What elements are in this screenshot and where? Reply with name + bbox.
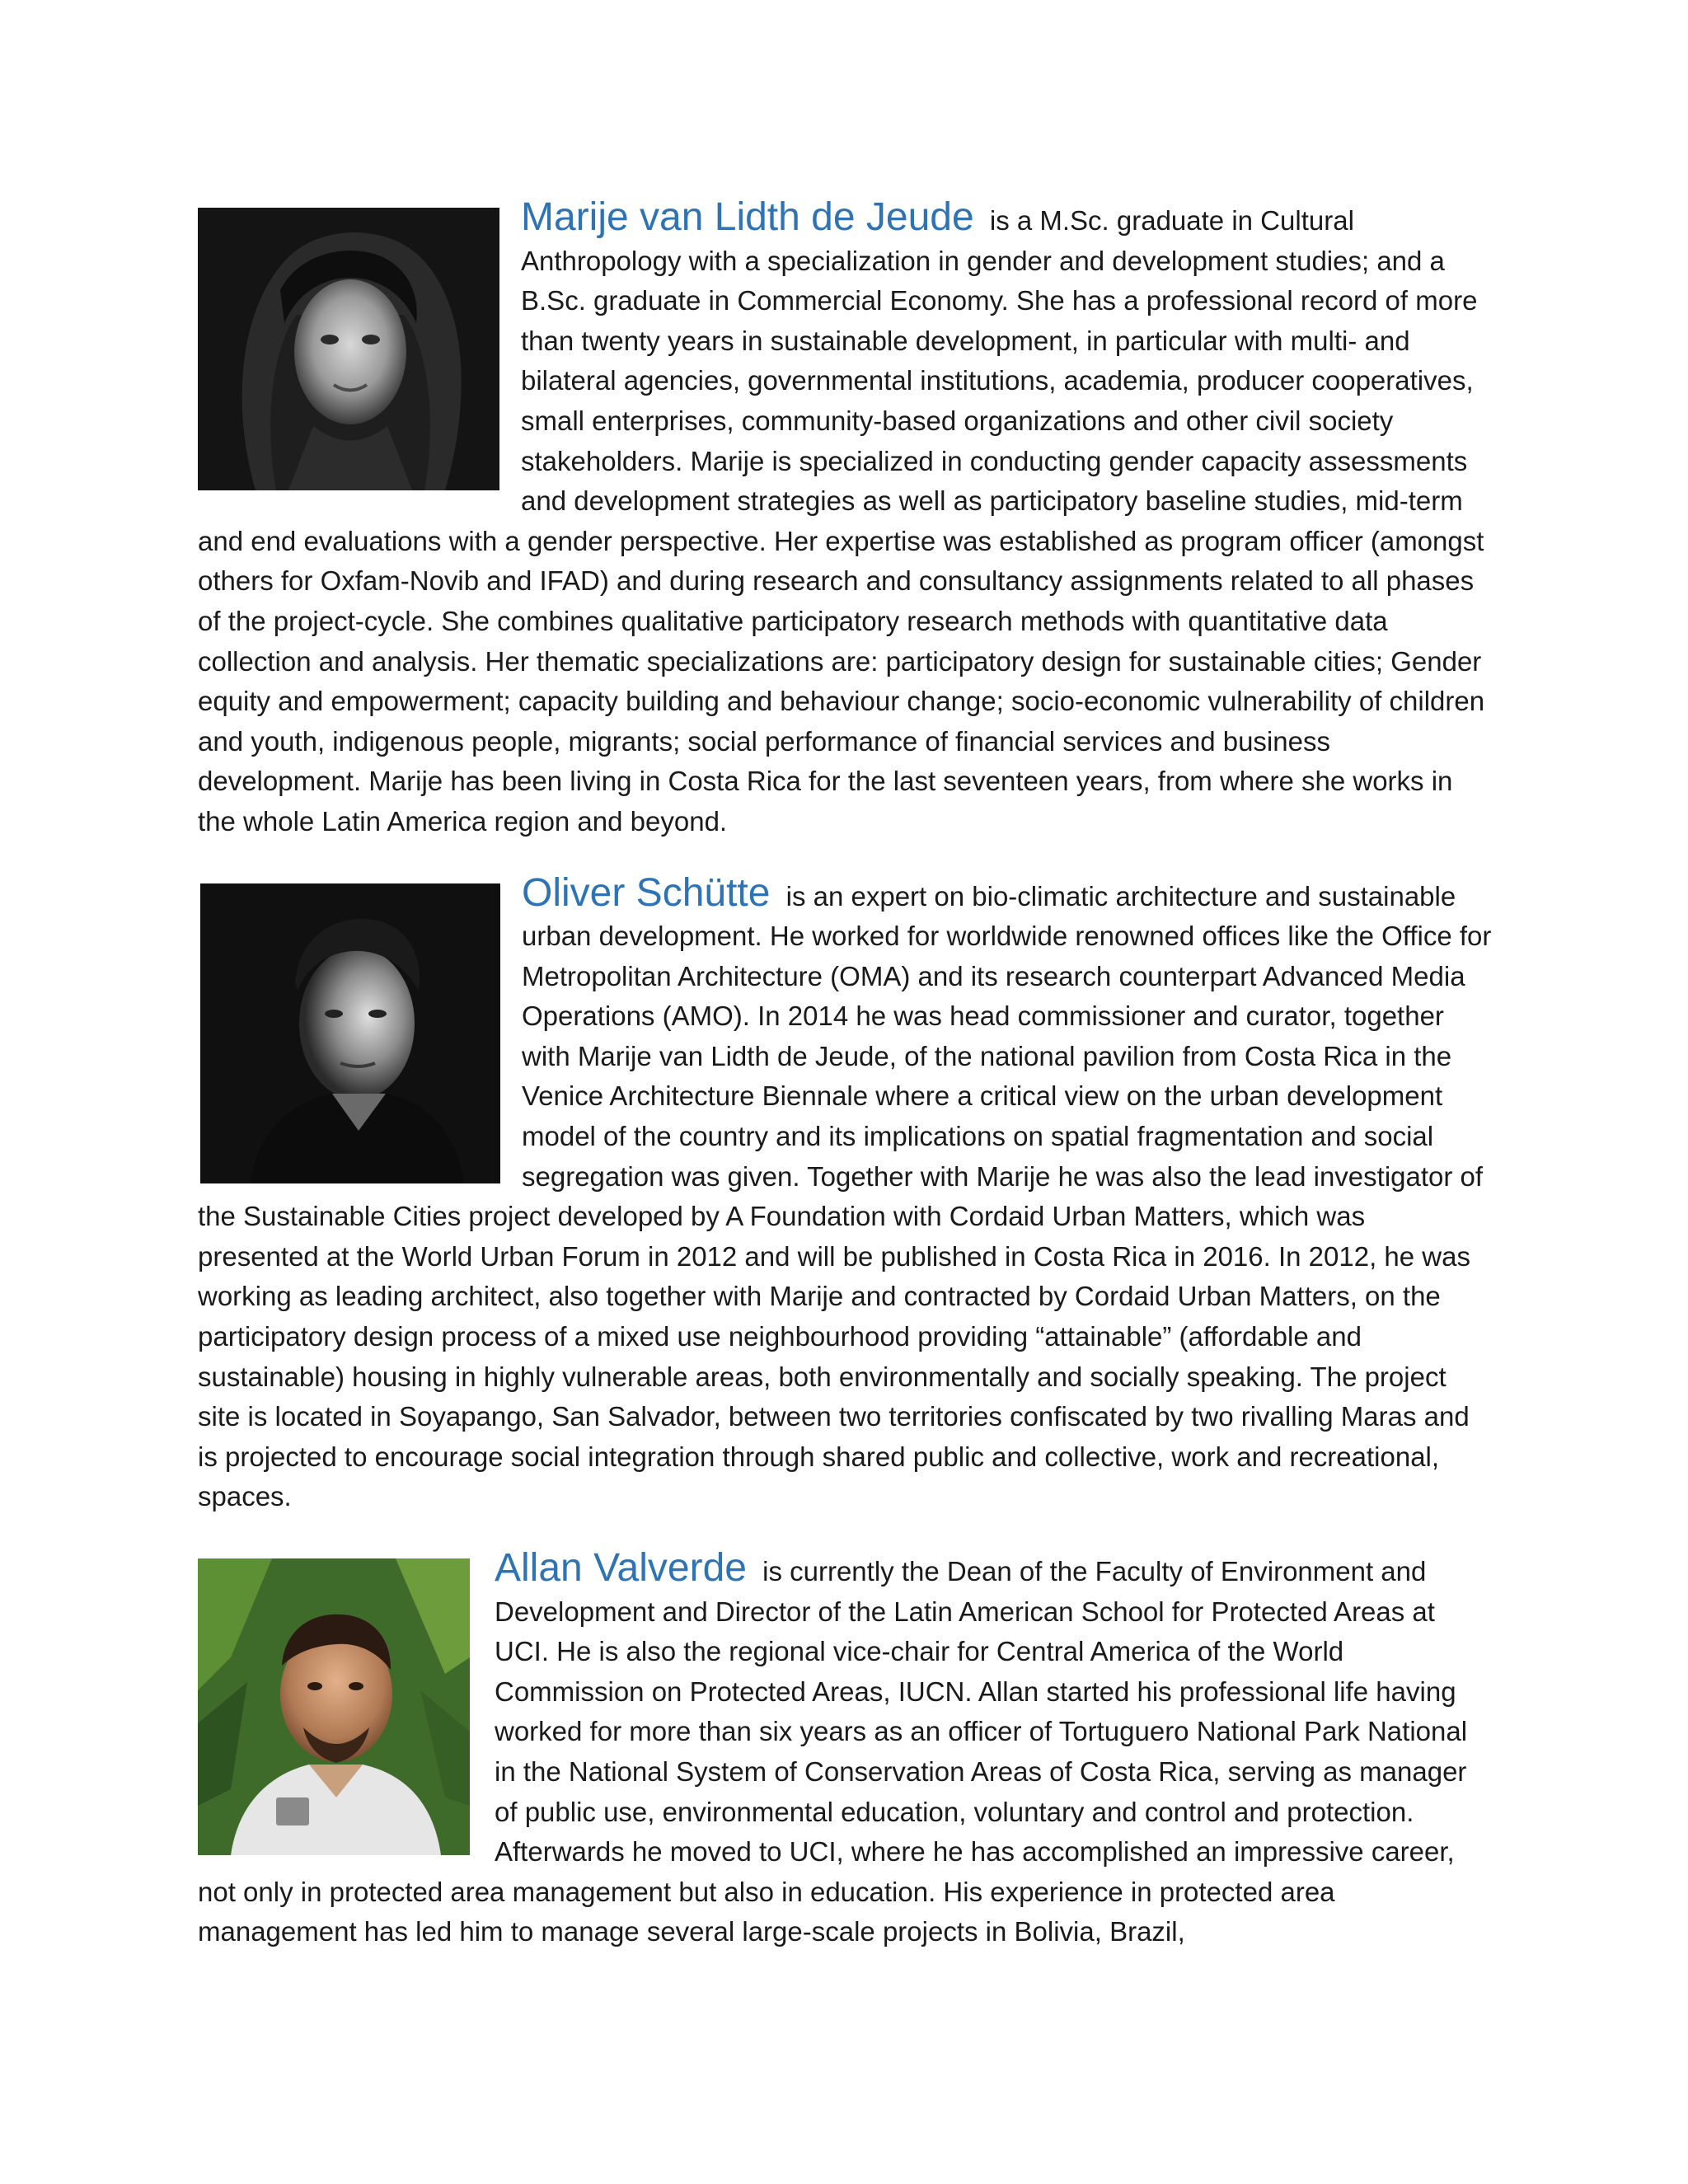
portrait-man-bw-icon	[200, 883, 500, 1183]
bio-name: Oliver Schütte	[522, 870, 771, 915]
bio-marije	[198, 195, 1492, 842]
bio-allan	[198, 1546, 1492, 1952]
bio-text: is a M.Sc. graduate in Cultural Anthropology with a specialization in gender and development studies; and a B.Sc. graduate in Commercial Economy. She has a professional record of more than twenty years in sustainable development, in particular with multi- and bilateral agencies, governmental institutions, academia, producer cooperatives, small enterprises, community-based organizations and other civil society stakeholders. Marije is specialized in conducting gender capacity assessments and development strategies as well as participatory baseline studies, mid-term and end evaluations with a gender perspective. Her expertise was established as program officer (amongst others for Oxfam-Novib and IFAD) and during research and consultancy assignments related to all phases of the project-cycle. She combines qualitative participatory research methods with quantitative data collection and analysis. Her thematic specializations are: participatory design for sustainable cities; Gender equity and empowerment; capacity building and behaviour change; socio-economic vulnerability of children and youth, indigenous people, migrants; social performance of financial services and business development. Marije has been living in Costa Rica for the last seventeen years, from where she works in the whole Latin America region and beyond.	[198, 205, 1485, 837]
portrait-woman-bw-icon	[198, 208, 499, 490]
bio-text: is currently the Dean of the Faculty of Environment and Development and Director of the Latin American School for Protected Areas at UCI. He is also the regional vice-chair for Central America of the World Commission on Protected Areas, IUCN. Allan started his professional life having worked for more than six years as an officer of Tortuguero National Park National in the National System of Conservation Areas of Costa Rica, serving as manager of public use, environmental education, voluntary and control and protection. Afterwards he moved to UCI, where he has accomplished an impressive career, not only in protected area management but also in education. His experience in protected area management has led him to manage several large-scale projects in Bolivia, Brazil,	[198, 1556, 1468, 1947]
bio-name: Marije van Lidth de Jeude	[521, 195, 974, 239]
bio-name: Allan Valverde	[495, 1546, 747, 1590]
bio-oliver	[198, 870, 1492, 1518]
document-page	[198, 195, 1492, 1984]
portrait-man-color-icon	[198, 1558, 470, 1855]
bio-text: is an expert on bio-climatic architecture and sustainable urban development. He worked for worldwide renowned offices like the Office for Metropolitan Architecture (OMA) and its research counterpart Advanced Media Operations (AMO). In 2014 he was head commissioner and curator, together with Marije van Lidth de Jeude, of the national pavilion from Costa Rica in the Venice Architecture Biennale where a critical view on the urban development model of the country and its implications on spatial fragmentation and social segregation was given. Together with Marije he was also the lead investigator of the Sustainable Cities project developed by A Foundation with Cordaid Urban Matters, which was presented at the World Urban Forum in 2012 and will be published in Costa Rica in 2016. In 2012, he was working as leading architect, also together with Marije and contracted by Cordaid Urban Matters, on the participatory design process of a mixed use neighbourhood providing “attainable” (affordable and sustainable) housing in highly vulnerable areas, both environmentally and socially speaking. The project site is located in Soyapango, San Salvador, between two territories confiscated by two rivalling Maras and is projected to encourage social integration through shared public and collective, work and recreational, spaces.	[198, 880, 1492, 1512]
